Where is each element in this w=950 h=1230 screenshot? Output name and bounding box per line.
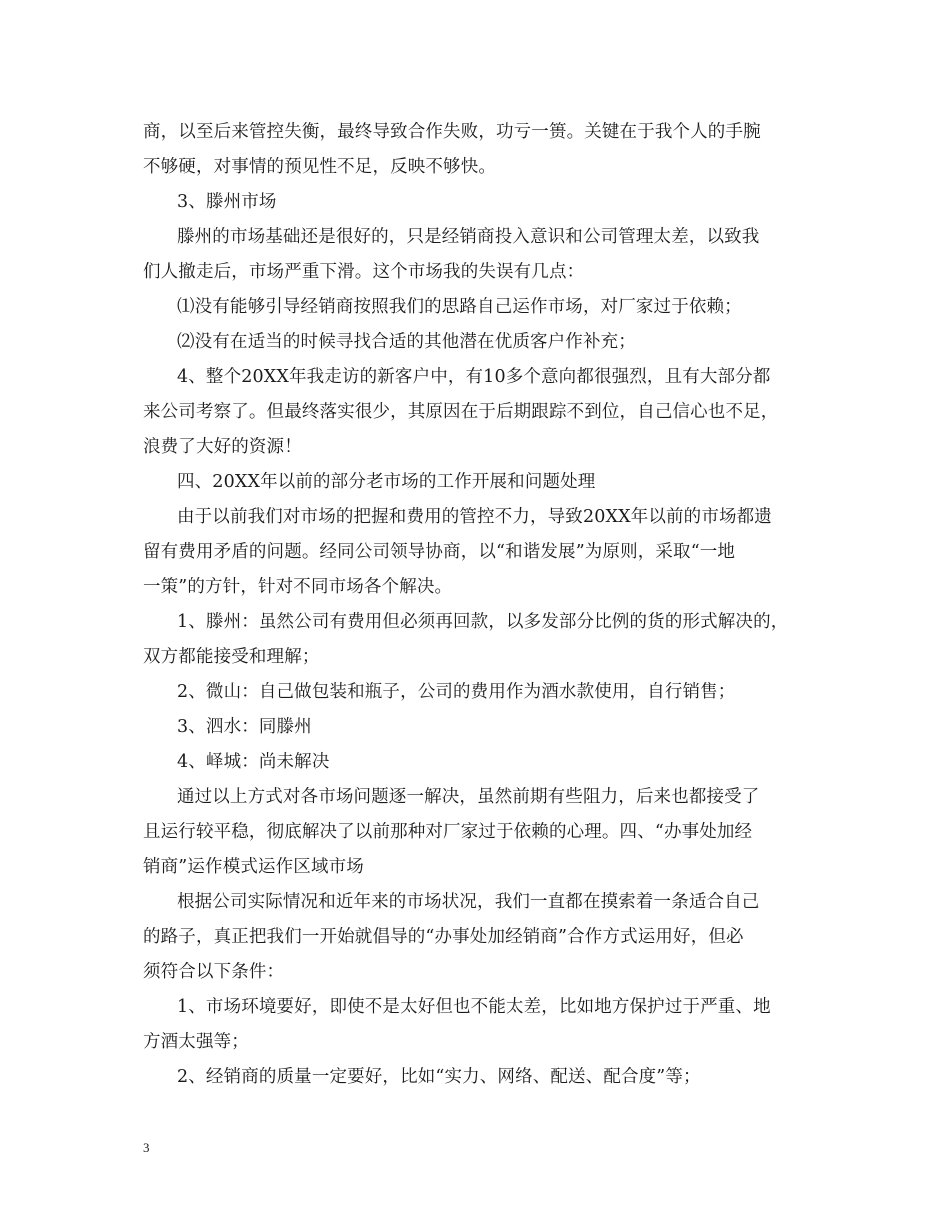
body-text-line: 一策”的方针，针对不同市场各个解决。 — [143, 577, 453, 597]
body-text-line: 通过以上方式对各市场问题逐一解决，虽然前期有些阻力，后来也都接受了 — [177, 787, 760, 807]
body-text-line: 由于以前我们对市场的把握和费用的管控不力，导致20XX年以前的市场都遗 — [177, 507, 772, 527]
list-item: 4、峄城：尚未解决 — [177, 752, 330, 772]
list-item: 2、经销商的质量一定要好，比如“实力、网络、配送、配合度”等； — [177, 1067, 701, 1087]
body-text-line: 们人撤走后，市场严重下滑。这个市场我的失误有几点： — [143, 262, 585, 282]
body-text-line: 商，以至后来管控失衡，最终导致合作失败，功亏一篑。关键在于我个人的手腕 — [143, 122, 761, 142]
list-item: 1、滕州：虽然公司有费用但必须再回款，以多发部分比例的货的形式解决的， — [177, 612, 789, 632]
list-item: ⑵没有在适当的时候寻找合适的其他潜在优质客户作补充； — [177, 332, 636, 352]
list-item: 3、泗水：同滕州 — [177, 717, 312, 737]
body-text-line: 的路子，真正把我们一开始就倡导的“办事处加经销商”合作方式运用好，但必 — [143, 927, 744, 947]
body-text-line: 不够硬，对事情的预见性不足，反映不够快。 — [143, 157, 496, 177]
section-heading: 3、滕州市场 — [177, 192, 277, 212]
list-item: 2、微山：自己做包装和瓶子，公司的费用作为酒水款使用，自行销售； — [177, 682, 736, 702]
body-text-line: 须符合以下条件： — [143, 962, 285, 982]
body-text-line: 方酒太强等； — [143, 1032, 249, 1052]
list-item: 1、市场环境要好，即使不是太好但也不能太差，比如地方保护过于严重、地 — [177, 997, 771, 1017]
list-item: 4、整个20XX年我走访的新客户中，有10多个意向都很强烈，且有大部分都 — [177, 367, 771, 387]
body-text-line: 且运行较平稳，彻底解决了以前那种对厂家过于依赖的心理。四、“办事处加经 — [143, 822, 753, 842]
body-text-line: 销商”运作模式运作区域市场 — [143, 857, 364, 877]
body-text-line: 双方都能接受和理解； — [143, 647, 320, 667]
body-text-line: 滕州的市场基础还是很好的，只是经销商投入意识和公司管理太差，以致我 — [177, 227, 760, 247]
body-text-line: 来公司考察了。但最终落实很少，其原因在于后期跟踪不到位，自己信心也不足， — [143, 402, 779, 422]
body-text-line: 留有费用矛盾的问题。经同公司领导协商，以“和谐发展”为原则，采取“一地 — [143, 542, 736, 562]
section-heading: 四、20XX年以前的部分老市场的工作开展和问题处理 — [177, 472, 596, 492]
body-text-line: 根据公司实际情况和近年来的市场状况，我们一直都在摸索着一条适合自己 — [177, 892, 760, 912]
body-text-line: 浪费了大好的资源！ — [143, 437, 302, 457]
page-number: 3 — [143, 1140, 150, 1155]
list-item: ⑴没有能够引导经销商按照我们的思路自己运作市场，对厂家过于依赖； — [177, 297, 742, 317]
